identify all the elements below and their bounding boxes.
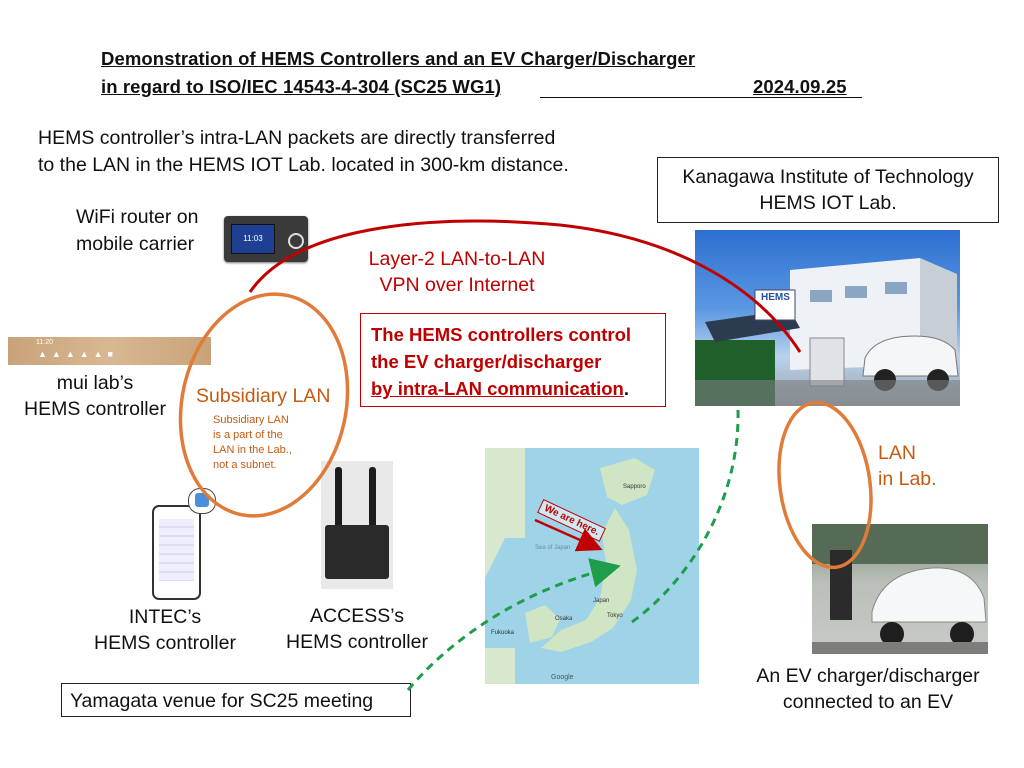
ev-charger-photo (812, 524, 988, 654)
app-icon (195, 493, 209, 507)
title-date: 2024.09.25 (753, 76, 847, 97)
subsidiary-lan-label: Subsidiary LAN (196, 385, 331, 407)
intec-line-1: INTEC’s (128, 606, 202, 628)
ev-label (742, 663, 994, 715)
antenna-right-icon (369, 467, 376, 529)
vpn-line-1: Layer-2 LAN-to-LAN (368, 248, 546, 270)
mui-label (0, 370, 190, 422)
subsidiary-note (213, 413, 292, 473)
map-place-fukuoka: Fukuoka (491, 630, 515, 636)
router-screen-time: 11:03 (243, 234, 263, 243)
map-place-sea: Sea of Japan (535, 545, 571, 551)
intec-line-2: HEMS controller (94, 632, 236, 654)
japan-map (485, 448, 699, 684)
mui-time: 11:20 (36, 339, 53, 346)
control-line-2: the EV charger/discharger (371, 351, 602, 372)
intro-line-1: HEMS controller’s intra-LAN packets are directly transferred (38, 127, 556, 149)
router-screen (231, 224, 275, 254)
vpn-line-2: VPN over Internet (379, 274, 535, 296)
lab-building-drawing (695, 230, 960, 406)
app-bubble (188, 488, 216, 514)
control-period: . (623, 378, 629, 399)
lab-sign-text: HEMS (761, 292, 790, 303)
kit-lab-box (657, 157, 999, 223)
access-label (272, 603, 442, 655)
antenna-left-icon (335, 467, 342, 529)
ev-line-2: connected to an EV (782, 691, 954, 713)
map-place-osaka: Osaka (555, 616, 573, 622)
japan-map-land (485, 448, 699, 684)
intec-phone-image (152, 505, 201, 600)
router-button-icon (288, 233, 304, 249)
kit-line-2: HEMS IOT Lab. (759, 192, 897, 214)
title-line-2: in regard to ISO/IEC 14543-4-304 (SC25 WG1) (101, 76, 502, 97)
wifi-router-image (224, 216, 308, 262)
subsidiary-note-2: is a part of the (213, 429, 283, 441)
control-line-3-text: by intra-LAN communication (371, 378, 624, 399)
access-line-2: HEMS controller (286, 631, 428, 653)
subsidiary-note-3: LAN in the Lab., (213, 444, 292, 456)
intro-line-2: to the LAN in the HEMS IOT Lab. located in 300-km distance. (38, 154, 569, 176)
title-line-1: Demonstration of HEMS Controllers and an EV Charger/Discharger (101, 48, 696, 69)
map-place-japan: Japan (593, 598, 610, 604)
map-google-logo: Google (551, 674, 574, 681)
mui-controller-image (8, 337, 211, 365)
lan-line-1: LAN (878, 442, 916, 464)
control-line-1: The HEMS controllers control (371, 324, 632, 345)
wifi-line-2: mobile carrier (76, 233, 195, 255)
lan-line-2: in Lab. (878, 468, 937, 490)
ev-line-1: An EV charger/discharger (756, 665, 980, 687)
mui-icons: ▲▲▲▲▲■ (38, 349, 118, 359)
vpn-label (352, 246, 562, 298)
wifi-line-1: WiFi router on (76, 206, 199, 228)
access-controller-image (321, 461, 393, 589)
ev-drawing (812, 524, 988, 654)
lan-in-lab-label (878, 440, 937, 492)
gateway-body (325, 525, 389, 579)
access-line-1: ACCESS’s (310, 605, 404, 627)
subsidiary-note-1: Subsidiary LAN (213, 414, 289, 426)
we-are-here-label: We are here. (537, 499, 606, 542)
phone-screen (159, 519, 194, 581)
yamagata-venue-box: Yamagata venue for SC25 meeting (61, 683, 411, 717)
map-place-tokyo: Tokyo (607, 613, 623, 619)
mui-line-2: HEMS controller (24, 398, 166, 420)
control-line-3 (371, 375, 665, 402)
intec-label (80, 604, 250, 656)
map-place-sapporo: Sapporo (623, 484, 646, 490)
control-explanation-box (360, 313, 666, 407)
subsidiary-note-4: not a subnet. (213, 459, 277, 471)
lab-building-photo (695, 230, 960, 406)
mui-line-1: mui lab’s (56, 372, 134, 394)
kit-line-1: Kanagawa Institute of Technology (682, 166, 974, 188)
